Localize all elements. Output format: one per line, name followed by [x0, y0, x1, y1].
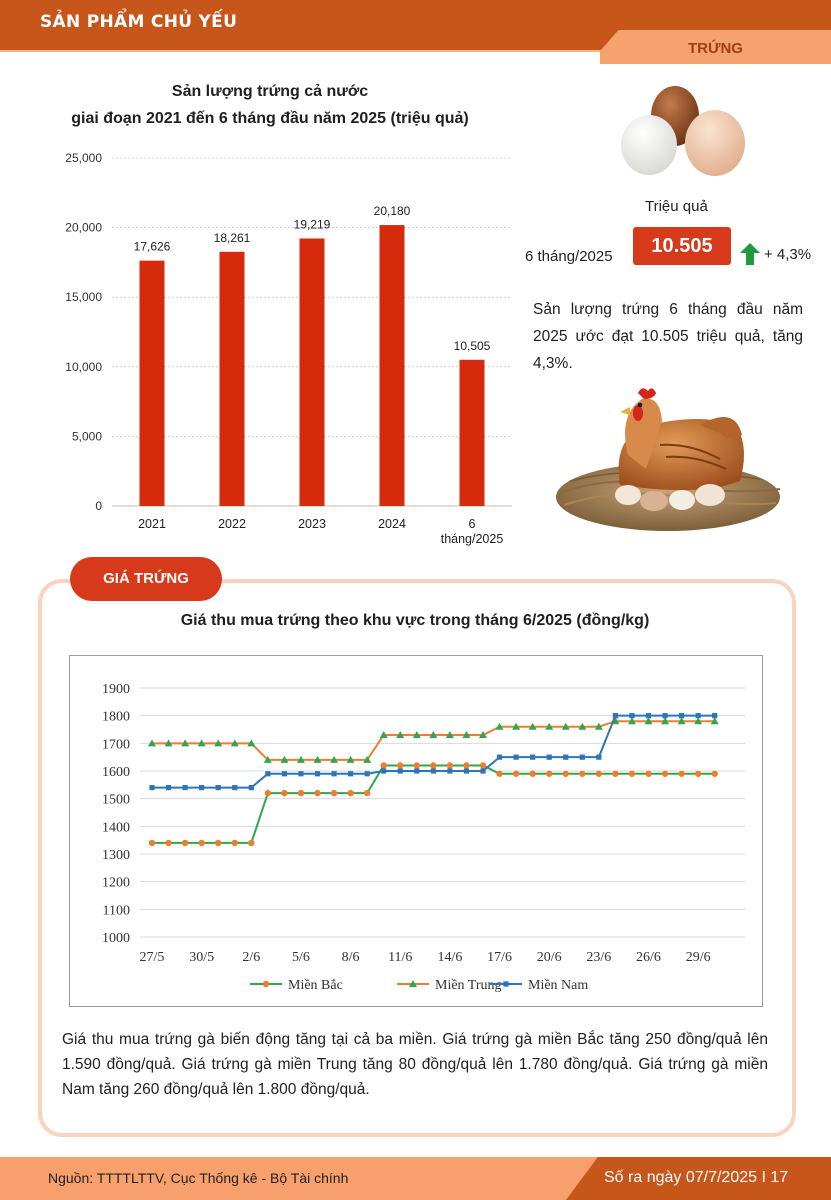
- series-point: [447, 768, 452, 773]
- line-x-tick-label: 30/5: [189, 950, 215, 965]
- marker-square: [414, 768, 419, 773]
- series-point: [712, 713, 717, 718]
- series-point: [431, 768, 436, 773]
- series-point: [430, 762, 436, 768]
- legend-item: [490, 978, 588, 993]
- line-y-tick-label: 1700: [102, 737, 130, 753]
- marker-square: [331, 771, 336, 776]
- series-point: [579, 771, 585, 777]
- bar-y-tick-label: 20,000: [65, 220, 102, 235]
- change-label: + 4,3%: [764, 246, 812, 263]
- bar-2: [300, 238, 325, 506]
- series-point: [381, 762, 387, 768]
- bar-category-label: 2024: [378, 517, 406, 531]
- line-y-tick-label: 1000: [102, 931, 130, 946]
- marker-square: [249, 785, 254, 790]
- series-point: [347, 790, 353, 796]
- line-y-tick-label: 1600: [102, 765, 130, 780]
- series-point: [248, 840, 254, 846]
- period-label: 6 tháng/2025: [525, 248, 613, 265]
- marker-square: [514, 755, 519, 760]
- marker-square: [629, 713, 634, 718]
- price-section-tag: GIÁ TRỨNG: [70, 557, 222, 601]
- series-point: [331, 771, 336, 776]
- bar-value-label: 17,626: [133, 239, 171, 254]
- topic-label: TRỨNG: [688, 40, 743, 57]
- line-y-tick-label: 1300: [102, 848, 130, 863]
- series-point: [547, 755, 552, 760]
- bar-value-label: 10,505: [453, 338, 491, 353]
- line-x-tick-label: 26/6: [636, 950, 661, 965]
- marker-square: [712, 713, 717, 718]
- series-point: [514, 755, 519, 760]
- bar-value-label: 18,261: [213, 230, 251, 245]
- marker-square: [447, 768, 452, 773]
- series-point: [563, 771, 569, 777]
- line-x-tick-label: 11/6: [388, 950, 413, 965]
- series-point: [331, 790, 337, 796]
- bar-y-tick-label: 10,000: [65, 359, 102, 374]
- bar-y-tick-label: 5,000: [71, 429, 102, 444]
- bar-value-label: 20,180: [373, 204, 411, 219]
- series-point: [464, 768, 469, 773]
- marker-square: [216, 785, 221, 790]
- marker-square: [265, 771, 270, 776]
- marker-square: [381, 768, 386, 773]
- price-summary: Giá thu mua trứng gà biến động tăng tại cả ba miền. Giá trứng gà miền Bắc tăng 250 đồng/quả lên 1.590 đồng/quả. Giá trứng gà miền Trung tăng 80 đồng/quả lên 1.780 đồng/quả. Giá trứng gà miền Nam tăng 260 đồng/quả lên 1.800 đồng/quả.: [62, 1031, 768, 1098]
- line-y-tick-label: 1400: [102, 820, 130, 836]
- series-point: [695, 771, 701, 777]
- bar-value-label: 19,219: [293, 217, 331, 232]
- price-chart-title: Giá thu mua trứng theo khu vực trong tháng 6/2025 (đồng/kg): [180, 612, 650, 629]
- series-point: [596, 771, 602, 777]
- series-point: [596, 755, 601, 760]
- bar-category-label: 2021: [138, 517, 166, 531]
- series-line: [152, 765, 715, 842]
- series-point: [398, 768, 403, 773]
- production-bar-chart: [50, 145, 520, 550]
- price-line-chart: [70, 656, 762, 1006]
- marker-square: [580, 755, 585, 760]
- series-point: [199, 785, 204, 790]
- series-point: [679, 713, 684, 718]
- source-note: Nguồn: TTTTLTTV, Cục Thống kê - Bộ Tài chính: [48, 1170, 349, 1186]
- line-y-tick-label: 1500: [102, 792, 130, 808]
- marker-square: [480, 768, 485, 773]
- bar-0: [140, 261, 165, 506]
- series-point: [645, 771, 651, 777]
- production-chart-title: [30, 78, 510, 132]
- marker-square: [646, 713, 651, 718]
- series-point: [198, 840, 204, 846]
- series-point: [497, 755, 502, 760]
- series-point: [165, 840, 171, 846]
- series-point: [696, 713, 701, 718]
- series-point: [265, 790, 271, 796]
- series-point: [480, 762, 486, 768]
- marker-square: [365, 771, 370, 776]
- marker-square: [613, 713, 618, 718]
- series-line: [152, 721, 715, 760]
- series-point: [281, 790, 287, 796]
- marker-square: [464, 768, 469, 773]
- production-value-badge: 10.505: [633, 227, 731, 265]
- marker-square: [530, 755, 535, 760]
- section-title: SẢN PHẨM CHỦ YẾU: [40, 12, 238, 32]
- series-point: [298, 790, 304, 796]
- bar-category-label: 6: [468, 517, 476, 531]
- series-point: [530, 755, 535, 760]
- series-point: [496, 771, 502, 777]
- line-y-tick-label: 1200: [102, 875, 130, 891]
- series-point: [282, 771, 287, 776]
- marker-square: [431, 768, 436, 773]
- bar-y-tick-label: 0: [95, 499, 102, 513]
- production-title-line2: giai đoạn 2021 đến 6 tháng đầu năm 2025 (triệu quả): [71, 110, 469, 127]
- marker-square: [315, 771, 320, 776]
- eggs-illustration: [615, 80, 750, 185]
- series-point: [314, 790, 320, 796]
- legend-swatch-marker: [263, 981, 269, 987]
- marker-square: [232, 785, 237, 790]
- line-x-tick-label: 29/6: [685, 950, 711, 965]
- series-point: [612, 771, 618, 777]
- series-point: [629, 713, 634, 718]
- series-point: [149, 840, 155, 846]
- bar-category-label: tháng/2025: [440, 532, 504, 546]
- production-summary: Sản lượng trứng 6 tháng đầu năm 2025 ước đạt 10.505 triệu quả, tăng 4,3%.: [533, 301, 803, 372]
- line-y-tick-label: 1100: [102, 903, 130, 919]
- series-0: [149, 762, 718, 846]
- series-point: [662, 771, 668, 777]
- series-point: [182, 840, 188, 846]
- series-point: [463, 762, 469, 768]
- series-point: [414, 762, 420, 768]
- marker-square: [348, 771, 353, 776]
- series-point: [646, 713, 651, 718]
- marker-square: [497, 755, 502, 760]
- line-x-tick-label: 8/6: [341, 950, 360, 965]
- marker-square: [563, 755, 568, 760]
- series-point: [397, 762, 403, 768]
- price-chart-frame: [69, 655, 763, 1007]
- marker-square: [398, 768, 403, 773]
- marker-square: [596, 755, 601, 760]
- series-point: [298, 771, 303, 776]
- series-point: [678, 771, 684, 777]
- bar-category-label: 2022: [218, 517, 246, 531]
- series-point: [613, 713, 618, 718]
- line-x-tick-label: 27/5: [139, 950, 165, 965]
- series-point: [215, 840, 221, 846]
- marker-square: [503, 981, 508, 986]
- series-point: [249, 785, 254, 790]
- bar-4: [460, 360, 485, 506]
- marker-square: [183, 785, 188, 790]
- marker-square: [166, 785, 171, 790]
- line-x-tick-label: 14/6: [437, 950, 463, 965]
- legend-label: Miền Bắc: [288, 978, 343, 993]
- line-x-tick-label: 17/6: [487, 950, 512, 965]
- series-point: [216, 785, 221, 790]
- series-point: [414, 768, 419, 773]
- legend-swatch-marker: [503, 981, 508, 986]
- legend-item: [397, 978, 502, 993]
- series-point: [381, 768, 386, 773]
- series-point: [364, 790, 370, 796]
- series-point: [149, 785, 154, 790]
- series-line: [152, 716, 715, 788]
- series-point: [447, 762, 453, 768]
- marker-square: [696, 713, 701, 718]
- marker-square: [199, 785, 204, 790]
- legend-label: Miền Nam: [528, 978, 589, 993]
- marker-square: [282, 771, 287, 776]
- series-point: [348, 771, 353, 776]
- arrow-up-icon: [740, 243, 760, 265]
- bar-category-label: 2023: [298, 517, 326, 531]
- line-x-tick-label: 2/6: [242, 950, 261, 965]
- bar-y-tick-label: 15,000: [65, 290, 102, 305]
- series-1: [148, 717, 719, 763]
- issue-label: Số ra ngày 07/7/2025 I 17: [604, 1169, 789, 1186]
- line-x-tick-label: 20/6: [536, 950, 562, 965]
- legend-item: [250, 978, 343, 993]
- series-point: [712, 771, 718, 777]
- series-point: [480, 768, 485, 773]
- bar-3: [380, 225, 405, 506]
- series-point: [546, 771, 552, 777]
- hen-illustration: [550, 385, 785, 535]
- series-point: [629, 771, 635, 777]
- series-point: [563, 755, 568, 760]
- bar-1: [220, 252, 245, 506]
- marker-square: [298, 771, 303, 776]
- marker-square: [149, 785, 154, 790]
- series-point: [232, 785, 237, 790]
- series-point: [662, 713, 667, 718]
- line-y-tick-label: 1900: [102, 682, 130, 697]
- series-2: [149, 713, 717, 790]
- series-point: [166, 785, 171, 790]
- line-x-tick-label: 23/6: [586, 950, 612, 965]
- line-y-tick-label: 1800: [102, 709, 130, 725]
- series-point: [183, 785, 188, 790]
- series-point: [315, 771, 320, 776]
- series-point: [513, 771, 519, 777]
- marker-square: [679, 713, 684, 718]
- marker-square: [547, 755, 552, 760]
- bar-y-tick-label: 25,000: [65, 151, 102, 165]
- series-point: [365, 771, 370, 776]
- series-point: [580, 755, 585, 760]
- legend-label: Miền Trung: [435, 978, 502, 993]
- series-point: [529, 771, 535, 777]
- series-point: [265, 771, 270, 776]
- unit-label: Triệu quả: [645, 198, 708, 215]
- series-point: [232, 840, 238, 846]
- line-x-tick-label: 5/6: [292, 950, 310, 965]
- production-title-line1: Sản lượng trứng cả nước: [171, 83, 369, 100]
- marker-square: [662, 713, 667, 718]
